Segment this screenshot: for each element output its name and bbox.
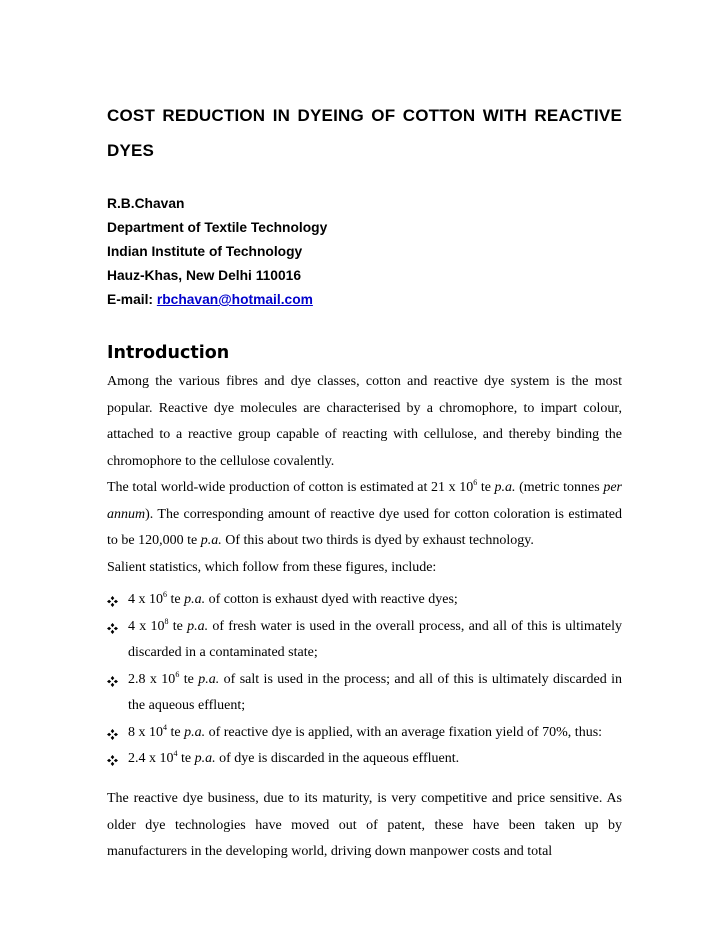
diamond-bullet-icon xyxy=(107,596,118,607)
paragraph-1: Among the various fibres and dye classes, cotton and reactive dye system is the most popular. Reactive dye molecules are characterised by a chromophore, to impart colour, attached to a reactive group capable of reacting with cellulose, and thereby binding the chromophore to the cellulose covalently. xyxy=(107,374,622,469)
author-department: Department of Textile Technology xyxy=(107,220,328,235)
list-item: 8 x $10^4$ te p.a. of reactive dye is applied, with an average fixation yield of 70%, thus: xyxy=(107,720,622,747)
list-item: 4 x $10^8$ te p.a. of fresh water is used in the overall process, and all of this is ultimately discarded in a contaminated state; xyxy=(107,614,622,667)
author-block xyxy=(107,192,627,312)
diamond-bullet-icon xyxy=(107,623,118,634)
author-name: R.B.Chavan xyxy=(107,196,185,211)
diamond-bullet-icon xyxy=(107,755,118,766)
paragraph-2: The total world-wide production of cotton is estimated at 21 x $10^6$ te p.a. (metric tonnes per annum). The corresponding amount of reactive dye used for cotton coloration is estimated to be 120,000 te p.a. Of this about two thirds is dyed by exhaust technology. xyxy=(107,478,622,548)
paragraph-3: Salient statistics, which follow from these figures, include: xyxy=(107,560,437,575)
author-email-line xyxy=(107,288,627,312)
author-address: Hauz-Khas, New Delhi 110016 xyxy=(107,268,302,283)
diamond-bullet-icon xyxy=(107,676,118,687)
statistics-list xyxy=(107,587,622,773)
paragraph-4: The reactive dye business, due to its maturity, is very competitive and price sensitive. As older dye technologies have moved out of patent, these have been taken up by manufacturers in the developing world, driving down manpower costs and total xyxy=(107,791,622,859)
author-institute: Indian Institute of Technology xyxy=(107,244,303,259)
list-item: 2.8 x $10^6$ te p.a. of salt is used in the process; and all of this is ultimately discarded in the aqueous effluent; xyxy=(107,667,622,720)
document-title: COST REDUCTION IN DYEING OF COTTON WITH REACTIVE DYES xyxy=(107,106,622,160)
list-item: 2.4 x $10^4$ te p.a. of dye is discarded in the aqueous effluent. xyxy=(107,746,622,773)
email-label: E-mail: xyxy=(107,292,157,307)
list-item: 4 x $10^6$ te p.a. of cotton is exhaust dyed with reactive dyes; xyxy=(107,587,622,614)
section-heading-introduction: Introduction xyxy=(107,343,230,363)
email-link[interactable]: rbchavan@hotmail.com xyxy=(156,292,313,307)
diamond-bullet-icon xyxy=(107,729,118,740)
